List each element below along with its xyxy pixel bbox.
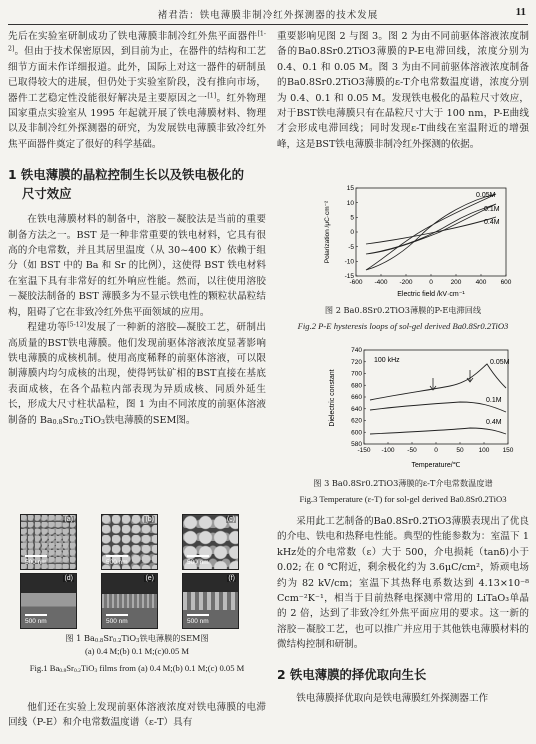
fig3-label-0.1M: 0.1M — [486, 397, 502, 404]
section-1-title: 1 铁电薄膜的晶粒控制生长以及铁电极化的 尺寸效应 — [8, 167, 244, 202]
paragraph-properties: 采用此工艺制备的Ba0.8Sr0.2TiO3薄膜表现出了优良的介电、铁电和热释电性能。典型的性能参数为：室温下 1 kHz处的介电常数（ε）大于 500，介电损耗（tanδ)小于 0.02; 在 0 ℃附近，剩余极化约为 3.6μC/cm²，矫顽电场约为 82 kV/cm；室温下其热释电系数达到 4.13×10⁻⁸ Ccm⁻²K⁻¹，相当于目前热释电探测中常用的 LiTaO₃单晶的 2 倍，达到了非致冷红外焦平面应用的要求。这一新的溶胶－凝胶工艺，也可以推广并应用于其他铁电薄膜材料的微结构控制和研制。 — [277, 516, 529, 651]
page-number: 11 — [515, 6, 526, 18]
fig2-y-tick-6: -15 — [344, 273, 354, 281]
intro-paragraph: 先后在实验室研制成功了铁电薄膜非制冷红外焦平面器件[1-2]。但由于技术保密原因，到目前为止，在器件的结构和工艺细节方面未作详细报道。此外，国际上对这一器件的研制虽已取得较大的进展，但仍处于实验室阶段，没有推向市场，器件工艺稳定性没能很好解决是主要原因之一[1]。红外物理国家重点实验室从 1995 年起就开展了铁电薄膜材料、物理以及非制冷红外探测器的研究，为发展铁电薄膜非致冷红外焦平面器件奠定了很好的科学基础。 — [8, 30, 267, 150]
fig3-ylabel: Dielectric constant — [329, 369, 336, 427]
paragraph-sol-gel: 在铁电薄膜材料的制备中，溶胶－凝胶法是当前的重要制备方法之一。BST 是一种非常重要的铁电材料，它具有很高的介电常数，并且其居里温度（从 30~400 K）依赖于组分（如 BST 中的 Ba 和 Sr 的比例），这使得 BST 铁电材料在室温下具有非常好的红外响应性能。然而，以往使用溶胶－凝胶法制备的 BST 薄膜多为不显示铁电性的颗粒状晶粒结构，阻碍了它在非致冷红外焦平面领域的应用。 — [8, 214, 266, 318]
fig3-y-tick-1: 720 — [351, 358, 362, 366]
fig3-x-tick-2: -50 — [407, 447, 417, 454]
fig2-ylabel: Polarization /μC·cm⁻² — [324, 200, 331, 264]
fig2-y-tick-1: 10 — [346, 199, 354, 207]
fig3-label-0.05M: 0.05M — [490, 359, 510, 366]
fig3-x-tick-6: 150 — [502, 447, 514, 454]
fig2-x-tick-4: 200 — [450, 279, 462, 286]
sem-image-a: (a) 500 nm — [20, 514, 77, 570]
fig3-y-tick-2: 700 — [351, 370, 362, 378]
running-header — [8, 6, 528, 25]
fig2-label-0.1M: 0.1M — [484, 206, 500, 213]
fig2-y-tick-4: -5 — [348, 243, 354, 251]
figure-3-caption-en: Fig.3 Temperature (ε-T) for sol-gel derived Ba0.8Sr0.2TiO3 — [299, 494, 507, 504]
paragraph-orientation: 铁电薄膜择优取向是铁电薄膜红外探测器工作 — [296, 692, 489, 704]
right-column-bottom — [277, 514, 529, 706]
fig2-xlabel: Electric field /kV·cm⁻¹ — [397, 291, 465, 298]
figure-2-caption-cn: 图 2 Ba0.8Sr0.2TiO3薄膜的P-E电滞回线 — [324, 305, 482, 315]
er-curve-0.4M — [370, 428, 506, 434]
right-column-top — [277, 29, 529, 152]
figure-3-caption — [277, 477, 529, 505]
sem-image-d: (d) 500 nm — [20, 573, 77, 629]
fig2-x-tick-2: -200 — [399, 279, 413, 286]
fig2-y-tick-3: 0 — [350, 229, 354, 237]
peak-arrow-2 — [467, 370, 473, 382]
fig3-y-tick-0: 740 — [351, 347, 362, 355]
fig3-x-tick-4: 50 — [456, 447, 464, 454]
fig2-label-0.05M: 0.05M — [476, 192, 496, 199]
sem-image-f: (f) 500 nm — [182, 573, 239, 629]
fig3-label-0.4M: 0.4M — [486, 419, 502, 426]
sem-image-b: (b) 500 nm — [101, 514, 158, 570]
fig2-plot-frame — [356, 188, 506, 276]
running-title: 褚君浩：铁电薄膜非制冷红外探测器的技术发展 — [157, 10, 379, 21]
peak-arrow-1 — [430, 378, 436, 390]
fig3-x-tick-5: 100 — [478, 447, 490, 454]
figure-1-caption-cn-line2: (a) 0.4 M;(b) 0.1 M;(c)0.05 M — [84, 646, 190, 656]
sem-image-e: (e) 500 nm — [101, 573, 158, 629]
fig3-y-tick-3: 680 — [351, 382, 362, 390]
fig2-x-tick-0: -600 — [349, 279, 363, 286]
fig2-x-tick-1: -400 — [374, 279, 388, 286]
left-column — [8, 29, 266, 428]
fig3-y-tick-6: 620 — [351, 417, 362, 425]
fig3-x-tick-1: -100 — [381, 447, 395, 454]
figure-2-pe-loops — [320, 184, 520, 302]
fig3-y-tick-7: 600 — [351, 429, 362, 437]
figure-2-caption-en: Fig.2 P-E hysteresis loops of sol-gel derived Ba0.8Sr0.2TiO3 — [297, 321, 509, 331]
figure-2-caption — [277, 304, 529, 332]
fig3-y-tick-4: 660 — [351, 394, 362, 402]
figure-1 — [8, 514, 266, 684]
paragraph-figures-2-3: 重要影响见图 2 与图 3。图 2 为由不同前驱体溶液浓度制备的Ba0.8Sr0.2TiO3薄膜的P-E电滞回线，浓度分别为 0.4、0.1 和 0.05 M。图 3 为由不同前驱体溶液浓度制备的Ba0.8Sr0.2TiO3薄膜的ε-T介电常数温度谱，浓度分别为 0.4、0.1 和 0.05 M。发现铁电极化的晶粒尺寸效应，对于BST铁电薄膜只有在晶粒尺寸大于 100 nm，P-E曲线才会形成电滞回线；同时发现ε-T曲线在室温附近的增强峰，这是BST铁电薄膜非制冷红外探测的依据。 — [277, 31, 529, 150]
fig3-freq-label: 100 kHz — [374, 357, 400, 364]
fig2-y-tick-2: 5 — [350, 214, 354, 222]
fig2-label-0.4M: 0.4M — [484, 219, 500, 226]
left-bottom-text — [8, 700, 266, 731]
paragraph-cheng: 程建功等[5-12]发展了一种新的溶胶—凝胶工艺，研制出高质量的BST铁电薄膜。他们发现前驱体溶液浓度显著影响铁电薄膜的成核机制。使用高度稀释的前驱体溶液，可以限制薄膜内均匀成核的出现，使得钙钛矿相的BST直接在基底表面成核，在各个晶粒内部表现为异质成核、同质外延生长，形成大尺寸柱状晶粒，图 1 为由不同浓度的前驱体溶液制备的 $Ba_{0.8}Sr_{0.2}TiO_3$铁电薄膜的SEM图。 — [8, 321, 267, 426]
paragraph-precursor: 他们还在实验上发现前驱体溶液浓度对铁电薄膜的电滞回线（P-E）和介电常数温度谱（ε-T）具有 — [8, 702, 266, 729]
fig3-x-tick-3: 0 — [434, 447, 438, 454]
fig3-x-tick-0: -150 — [357, 447, 371, 454]
figure-1-caption-cn: 图 1 $Ba_{0.8}Sr_{0.2}TiO_3$铁电薄膜的SEM图 — [65, 633, 209, 644]
figure-3-caption-cn: 图 3 Ba0.8Sr0.2TiO3薄膜的ε-T介电常数温度谱 — [313, 478, 493, 488]
fig2-y-tick-0: 15 — [346, 185, 354, 193]
section-2-title: 2 铁电薄膜的择优取向生长 — [277, 666, 427, 682]
fig3-xlabel: Temperature/℃ — [411, 462, 461, 469]
fig3-y-tick-8: 580 — [351, 441, 362, 449]
pe-loop-0.1M — [366, 204, 496, 254]
fig2-x-tick-5: 400 — [475, 279, 487, 286]
fig2-x-tick-6: 600 — [500, 279, 512, 286]
figure-1-caption-en: Fig.1 $Ba_{0.8}Sr_{0.2}TiO_3$ films from (a) 0.4 M;(b) 0.1 M;(c) 0.05 M — [29, 663, 245, 674]
pe-loop-0.4M — [366, 217, 496, 244]
pe-loop-0.05M — [366, 194, 496, 270]
fig2-y-tick-5: -10 — [344, 258, 354, 266]
fig2-x-tick-3: 0 — [429, 279, 433, 286]
er-curve-0.05M — [370, 364, 506, 400]
figure-3-dielectric-temperature — [320, 344, 520, 472]
fig3-y-tick-5: 640 — [351, 405, 362, 413]
sem-image-c: (c) 500 nm — [182, 514, 239, 570]
